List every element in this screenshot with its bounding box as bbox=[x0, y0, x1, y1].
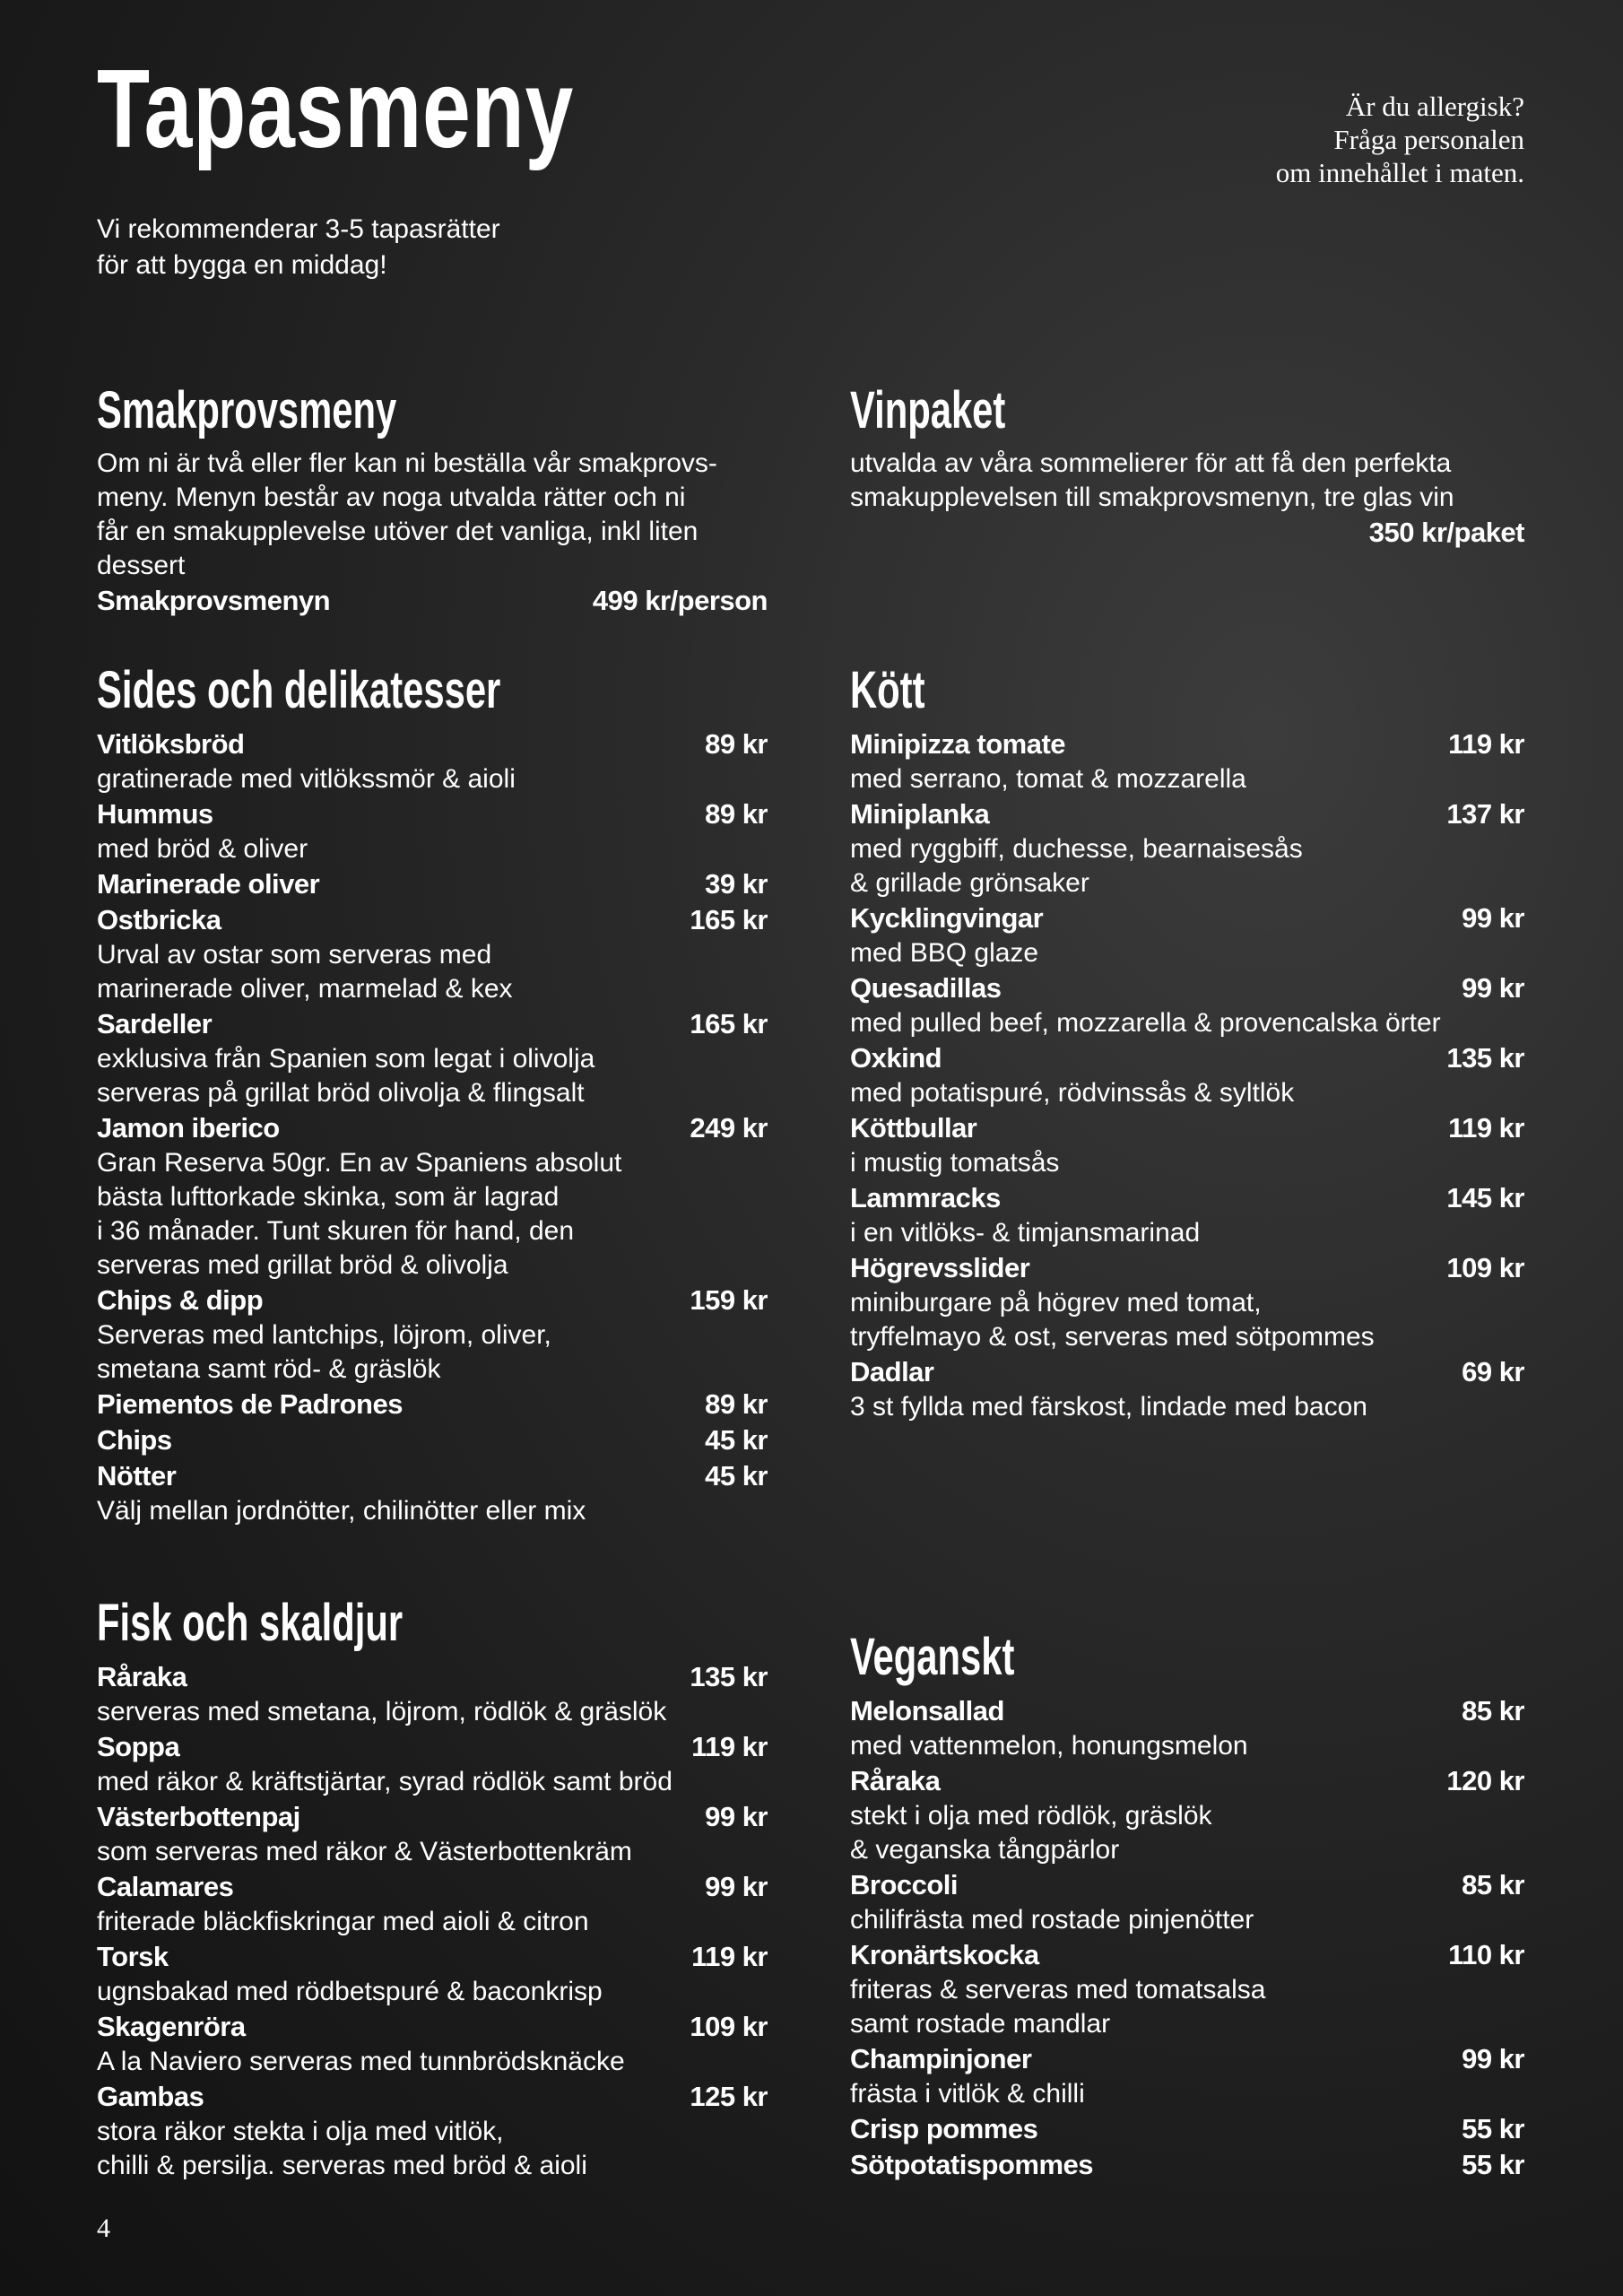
menu-item-row bbox=[97, 1869, 768, 1905]
item-description: friterade bläckfiskringar med aioli & citron bbox=[97, 1907, 589, 1936]
item-price: 249 kr bbox=[690, 1112, 768, 1144]
section-smakprovsmeny bbox=[97, 375, 768, 619]
item-price: 99 kr bbox=[705, 1801, 768, 1832]
menu-item bbox=[97, 1458, 768, 1528]
menu-item-row bbox=[97, 1110, 768, 1146]
menu-item-row bbox=[850, 900, 1524, 936]
section-heading: Vinpaket bbox=[850, 381, 1006, 439]
item-name: Köttbullar bbox=[850, 1112, 977, 1144]
item-name: Sötpotatispommes bbox=[850, 2149, 1094, 2180]
item-price: 45 kr bbox=[705, 1460, 768, 1492]
menu-item-row bbox=[850, 1763, 1524, 1799]
menu-item-row bbox=[850, 1250, 1524, 1286]
menu-item-row bbox=[97, 1422, 768, 1458]
section-heading: Kött bbox=[850, 661, 925, 719]
menu-item bbox=[97, 1729, 768, 1799]
menu-item-row bbox=[97, 902, 768, 938]
menu-item-row bbox=[850, 2111, 1524, 2147]
item-description: exklusiva från Spanien som legat i olivolja bbox=[97, 1044, 595, 1074]
item-price: 55 kr bbox=[1462, 2149, 1524, 2180]
item-price: 137 kr bbox=[1446, 798, 1524, 830]
item-price: 110 kr bbox=[1448, 1939, 1524, 1970]
menu-item bbox=[97, 1659, 768, 1729]
item-price: 135 kr bbox=[1446, 1042, 1524, 1074]
item-description: med ryggbiff, duchesse, bearnaisesås bbox=[850, 834, 1303, 864]
item-name: Vitlöksbröd bbox=[97, 728, 245, 760]
menu-item bbox=[97, 1422, 768, 1458]
item-name: Crisp pommes bbox=[850, 2113, 1038, 2144]
item-name: Torsk bbox=[97, 1941, 169, 1972]
item-price: 120 kr bbox=[1446, 1765, 1524, 1796]
menu-item-row bbox=[97, 1659, 768, 1695]
menu-item bbox=[97, 1939, 768, 2009]
menu-item bbox=[850, 2041, 1524, 2111]
item-name: Melonsallad bbox=[850, 1695, 1004, 1726]
item-name: Gambas bbox=[97, 2081, 204, 2112]
item-price: 45 kr bbox=[705, 1424, 768, 1456]
menu-item-row bbox=[850, 2041, 1524, 2077]
item-name: Minipizza tomate bbox=[850, 728, 1066, 760]
menu-item bbox=[850, 1040, 1524, 1110]
menu-item bbox=[97, 1799, 768, 1869]
item-name: Dadlar bbox=[850, 1356, 934, 1387]
item-description: i en vitlöks- & timjansmarinad bbox=[850, 1218, 1201, 1248]
menu-item-row bbox=[850, 1693, 1524, 1729]
item-description: serveras med smetana, löjrom, rödlök & gräslök bbox=[97, 1697, 667, 1726]
item-name: Miniplanka bbox=[850, 798, 990, 830]
item-description: 3 st fyllda med färskost, lindade med bacon bbox=[850, 1392, 1367, 1422]
item-price: 119 kr bbox=[1448, 1112, 1524, 1144]
menu-item bbox=[850, 1867, 1524, 1937]
section-sides bbox=[97, 655, 768, 1528]
menu-item-row bbox=[97, 1006, 768, 1042]
item-name: Kronärtskocka bbox=[850, 1939, 1039, 1970]
menu-item bbox=[850, 900, 1524, 970]
menu-item bbox=[97, 1110, 768, 1283]
description-line: utvalda av våra sommelierer för att få den perfekta bbox=[850, 448, 1452, 478]
item-name: Calamares bbox=[97, 1871, 234, 1902]
item-description: Urval av ostar som serveras med bbox=[97, 940, 492, 970]
menu-item bbox=[850, 726, 1524, 796]
item-name: Kycklingvingar bbox=[850, 902, 1044, 934]
menu-item bbox=[850, 1180, 1524, 1250]
item-description: frästa i vitlök & chilli bbox=[850, 2079, 1085, 2109]
menu-item bbox=[850, 1693, 1524, 1763]
item-price: 109 kr bbox=[690, 2011, 768, 2042]
menu-title: Tapasmeny bbox=[97, 48, 575, 171]
section-heading: Sides och delikatesser bbox=[97, 661, 501, 719]
item-price: 135 kr bbox=[690, 1661, 768, 1692]
item-description: Välj mellan jordnötter, chilinötter eller mix bbox=[97, 1496, 586, 1526]
menu-item bbox=[97, 866, 768, 902]
menu-item bbox=[97, 726, 768, 796]
item-description: chilifrästa med rostade pinjenötter bbox=[850, 1905, 1254, 1935]
item-name: Chips bbox=[97, 1424, 172, 1456]
item-description: stora räkor stekta i olja med vitlök, bbox=[97, 2117, 504, 2146]
item-name: Jamon iberico bbox=[97, 1112, 280, 1144]
menu-item-row bbox=[850, 2147, 1524, 2183]
item-description: marinerade oliver, marmelad & kex bbox=[97, 974, 513, 1004]
tagline bbox=[97, 212, 635, 283]
package-price-row bbox=[850, 515, 1524, 551]
menu-item-row bbox=[850, 1040, 1524, 1076]
menu-item bbox=[97, 902, 768, 1006]
item-description: samt rostade mandlar bbox=[850, 2009, 1111, 2039]
item-description: med vattenmelon, honungsmelon bbox=[850, 1731, 1248, 1761]
section-heading: Fisk och skaldjur bbox=[97, 1594, 404, 1652]
menu-item bbox=[850, 2111, 1524, 2147]
item-description: A la Naviero serveras med tunnbrödsknäcke bbox=[97, 2047, 625, 2076]
menu-item-row bbox=[97, 1729, 768, 1765]
item-name: Chips & dipp bbox=[97, 1284, 264, 1316]
item-description: i mustig tomatsås bbox=[850, 1148, 1060, 1178]
item-price: 109 kr bbox=[1446, 1252, 1524, 1283]
menu-item bbox=[850, 1763, 1524, 1867]
item-description: med pulled beef, mozzarella & provencalska örter bbox=[850, 1008, 1441, 1038]
description-line: Om ni är två eller fler kan ni beställa vår smakprovs- bbox=[97, 448, 717, 478]
section-heading: Veganskt bbox=[850, 1628, 1015, 1686]
menu-item bbox=[97, 1869, 768, 1939]
item-price: 69 kr bbox=[1462, 1356, 1524, 1387]
menu-item bbox=[850, 796, 1524, 900]
item-description: med potatispuré, rödvinssås & syltlök bbox=[850, 1078, 1295, 1108]
item-description: & grillade grönsaker bbox=[850, 868, 1089, 898]
menu-item bbox=[97, 2009, 768, 2079]
item-price: 85 kr bbox=[1462, 1695, 1524, 1726]
item-list bbox=[97, 1659, 768, 2183]
item-list bbox=[850, 726, 1524, 1424]
tagline-line: Vi rekommenderar 3-5 tapasrätter bbox=[97, 214, 500, 244]
menu-item-row bbox=[97, 796, 768, 832]
section-description bbox=[850, 447, 1524, 515]
menu-item bbox=[850, 1110, 1524, 1180]
item-name: Lammracks bbox=[850, 1182, 1001, 1213]
item-description: serveras med grillat bröd & olivolja bbox=[97, 1250, 508, 1280]
item-name: Oxkind bbox=[850, 1042, 942, 1074]
item-price: 89 kr bbox=[705, 728, 768, 760]
menu-item bbox=[97, 1283, 768, 1387]
menu-item-row bbox=[850, 726, 1524, 762]
section-vinpaket bbox=[850, 375, 1524, 551]
description-line: meny. Menyn består av noga utvalda rätter och ni bbox=[97, 483, 686, 512]
item-price: 165 kr bbox=[690, 904, 768, 935]
menu-item bbox=[97, 1006, 768, 1110]
item-list bbox=[850, 1693, 1524, 2183]
item-price: 125 kr bbox=[690, 2081, 768, 2112]
allergy-line: Fråga personalen bbox=[1333, 124, 1524, 155]
menu-item bbox=[850, 970, 1524, 1040]
item-name: Marinerade oliver bbox=[97, 868, 320, 900]
item-description: chilli & persilja. serveras med bröd & aioli bbox=[97, 2151, 587, 2180]
menu-item-row bbox=[850, 1354, 1524, 1390]
menu-item-row bbox=[850, 1937, 1524, 1973]
item-description: & veganska tångpärlor bbox=[850, 1835, 1120, 1865]
item-price: 89 kr bbox=[705, 798, 768, 830]
menu-item-row bbox=[97, 1283, 768, 1318]
description-line: får en smakupplevelse utöver det vanliga, inkl liten bbox=[97, 517, 699, 546]
item-description: med bröd & oliver bbox=[97, 834, 308, 864]
menu-item bbox=[850, 2147, 1524, 2183]
item-name: Quesadillas bbox=[850, 972, 1002, 1004]
item-price: 119 kr bbox=[691, 1731, 768, 1762]
item-name: Sardeller bbox=[97, 1008, 213, 1039]
item-description: tryffelmayo & ost, serveras med sötpommes bbox=[850, 1322, 1375, 1352]
item-description: ugnsbakad med rödbetspuré & baconkrisp bbox=[97, 1977, 603, 2006]
section-heading: Smakprovsmeny bbox=[97, 381, 397, 439]
allergy-notice bbox=[1276, 90, 1524, 189]
menu-item-row bbox=[97, 2079, 768, 2115]
menu-item bbox=[850, 1354, 1524, 1424]
item-description: Serveras med lantchips, löjrom, oliver, bbox=[97, 1320, 551, 1350]
item-name: Hummus bbox=[97, 798, 213, 830]
item-price: 85 kr bbox=[1462, 1869, 1524, 1900]
item-price: 99 kr bbox=[705, 1871, 768, 1902]
item-description: med serrano, tomat & mozzarella bbox=[850, 764, 1246, 794]
item-description: bästa lufttorkade skinka, som är lagrad bbox=[97, 1182, 560, 1212]
item-name: Råraka bbox=[850, 1765, 941, 1796]
menu-item bbox=[97, 583, 768, 619]
package-price: 350 kr/paket bbox=[1368, 517, 1524, 548]
item-name: Smakprovsmenyn bbox=[97, 585, 331, 616]
description-line: dessert bbox=[97, 551, 186, 580]
item-price: 89 kr bbox=[705, 1388, 768, 1420]
item-name: Broccoli bbox=[850, 1869, 959, 1900]
menu-item bbox=[97, 1387, 768, 1422]
menu-item bbox=[850, 1250, 1524, 1354]
section-fisk bbox=[97, 1587, 768, 2183]
menu-item bbox=[850, 1937, 1524, 2041]
item-name: Högrevsslider bbox=[850, 1252, 1030, 1283]
menu-item-row bbox=[97, 726, 768, 762]
item-price: 39 kr bbox=[705, 868, 768, 900]
item-list bbox=[97, 726, 768, 1528]
item-description: Gran Reserva 50gr. En av Spaniens absolut bbox=[97, 1148, 622, 1178]
item-price: 99 kr bbox=[1462, 902, 1524, 934]
menu-item-row bbox=[850, 796, 1524, 832]
item-price: 99 kr bbox=[1462, 2043, 1524, 2074]
item-description: stekt i olja med rödlök, gräslök bbox=[850, 1801, 1212, 1831]
item-price: 159 kr bbox=[690, 1284, 768, 1316]
menu-item-row bbox=[97, 1939, 768, 1975]
menu-item-row bbox=[97, 2009, 768, 2045]
item-description: smetana samt röd- & gräslök bbox=[97, 1354, 441, 1384]
item-description: miniburgare på högrev med tomat, bbox=[850, 1288, 1262, 1318]
section-kott bbox=[850, 655, 1524, 1424]
allergy-line: Är du allergisk? bbox=[1345, 91, 1524, 122]
tagline-line: för att bygga en middag! bbox=[97, 250, 387, 280]
item-price: 119 kr bbox=[691, 1941, 768, 1972]
description-line: smakupplevelsen till smakprovsmenyn, tre glas vin bbox=[850, 483, 1454, 512]
item-name: Råraka bbox=[97, 1661, 187, 1692]
item-name: Piementos de Padrones bbox=[97, 1388, 403, 1420]
menu-item-row bbox=[850, 1180, 1524, 1216]
allergy-line: om innehållet i maten. bbox=[1275, 157, 1524, 188]
item-name: Västerbottenpaj bbox=[97, 1801, 300, 1832]
item-name: Ostbricka bbox=[97, 904, 221, 935]
section-description bbox=[97, 447, 768, 583]
menu-item-row bbox=[97, 866, 768, 902]
item-description: med BBQ glaze bbox=[850, 938, 1039, 968]
item-description: serveras på grillat bröd olivolja & flingsalt bbox=[97, 1078, 585, 1108]
item-price: 99 kr bbox=[1462, 972, 1524, 1004]
item-price: 55 kr bbox=[1462, 2113, 1524, 2144]
item-price: 165 kr bbox=[690, 1008, 768, 1039]
item-description: med räkor & kräftstjärtar, syrad rödlök samt bröd bbox=[97, 1767, 673, 1796]
item-description: i 36 månader. Tunt skuren för hand, den bbox=[97, 1216, 575, 1246]
item-description: friteras & serveras med tomatsalsa bbox=[850, 1975, 1266, 2005]
menu-item-row bbox=[97, 1387, 768, 1422]
item-name: Skagenröra bbox=[97, 2011, 246, 2042]
menu-item-row bbox=[850, 1867, 1524, 1903]
item-name: Champinjoner bbox=[850, 2043, 1032, 2074]
menu-item bbox=[97, 2079, 768, 2183]
menu-item-row bbox=[97, 1458, 768, 1494]
menu-item-row bbox=[850, 1110, 1524, 1146]
menu-item-row bbox=[97, 1799, 768, 1835]
item-name: Nötter bbox=[97, 1460, 177, 1492]
item-price: 145 kr bbox=[1446, 1182, 1524, 1213]
item-price: 499 kr/person bbox=[592, 585, 768, 616]
item-description: gratinerade med vitlökssmör & aioli bbox=[97, 764, 516, 794]
menu-item bbox=[97, 796, 768, 866]
section-veganskt bbox=[850, 1622, 1524, 2183]
item-description: som serveras med räkor & Västerbottenkräm bbox=[97, 1837, 632, 1866]
item-name: Soppa bbox=[97, 1731, 180, 1762]
page-number: 4 bbox=[97, 2213, 110, 2243]
item-price: 119 kr bbox=[1448, 728, 1524, 760]
menu-item-row bbox=[850, 970, 1524, 1006]
